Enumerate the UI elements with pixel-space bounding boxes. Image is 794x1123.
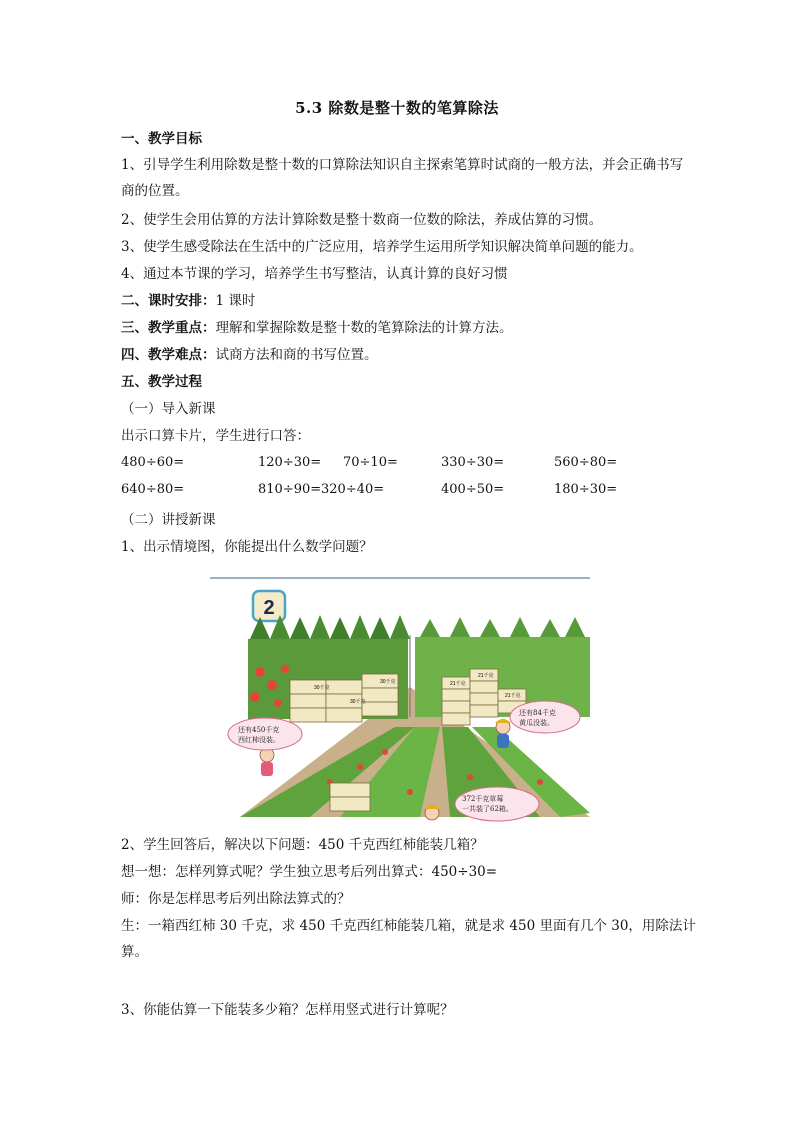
objective-4: 4、通过本节课的学习，培养学生书写整洁，认真计算的良好习惯: [121, 266, 508, 282]
oral-calc-item: 320÷40=: [321, 482, 385, 497]
speech-bubble-left: [228, 718, 302, 750]
scenario-illustration-svg: [210, 577, 590, 823]
think-prompt: 想一想：怎样列算式呢？学生独立思考后列出算式：450÷30=: [121, 864, 498, 880]
oral-calc-item: 640÷80=: [121, 482, 185, 497]
speech-bubble-bottom: [455, 787, 539, 821]
oral-calc-item: 120÷30=: [258, 455, 322, 470]
crate-label: 21千克: [478, 673, 494, 679]
key-point-line: [121, 318, 513, 338]
difficulty-line: [121, 345, 378, 365]
tomato-crates: [290, 674, 398, 722]
difficulty-label: 四、教学难点：: [121, 347, 216, 363]
crate-label: 21千克: [450, 681, 466, 687]
section-heading-process: 五、教学过程: [121, 374, 202, 390]
strawberry-crates: [330, 783, 370, 811]
boy-figure-bottom: [424, 805, 440, 820]
crate-label: 21千克: [505, 693, 521, 699]
badge-number: 2: [263, 597, 275, 619]
question-1: 1、出示情境图，你能提出什么数学问题？: [121, 539, 373, 555]
oral-calc-item: 480÷60=: [121, 455, 185, 470]
key-point-value: 理解和掌握除数是整十数的笔算除法的计算方法。: [215, 320, 513, 336]
scenario-illustration: [210, 577, 590, 823]
page-title: 5.3 除数是整十数的笔算除法: [295, 99, 499, 117]
crate-label: 30千克: [314, 685, 330, 691]
question-3: 3、你能估算一下能装多少箱？怎样用竖式进行计算呢？: [121, 1002, 454, 1018]
subsection-intro: （一）导入新课: [121, 401, 216, 417]
oral-calc-item: 330÷30=: [441, 455, 505, 470]
schedule-label: 二、课时安排：: [121, 293, 216, 309]
bubble-bottom-line2: 一共装了62箱。: [462, 805, 513, 813]
speech-bubble-right: [510, 701, 580, 733]
bubble-left-line1: 还有450千克: [238, 726, 280, 734]
crate-label: 30千克: [350, 699, 366, 705]
objective-3: 3、使学生感受除法在生活中的广泛应用，培养学生运用所学知识解决简单问题的能力。: [121, 239, 643, 255]
oral-calc-item: 400÷50=: [441, 482, 505, 497]
key-point-label: 三、教学重点：: [121, 320, 216, 336]
schedule-line: [121, 291, 255, 311]
question-2: 2、学生回答后，解决以下问题：450 千克西红柿能装几箱？: [121, 837, 484, 853]
subsection-new-lesson: （二）讲授新课: [121, 512, 216, 528]
crate-label: 30千克: [380, 679, 396, 685]
difficulty-value: 试商方法和商的书写位置。: [215, 347, 378, 363]
cards-intro: 出示口算卡片，学生进行口答：: [121, 428, 310, 444]
bubble-bottom-line1: 372千克草莓: [462, 795, 504, 803]
student-line: 生：一箱西红柿 30 千克，求 450 千克西红柿能装几箱，就是求 450 里面有几个 30，用除法计算。: [121, 918, 696, 960]
bubble-right-line2: 黄瓜没装。: [519, 719, 554, 727]
oral-calc-item: 70÷10=: [343, 455, 398, 470]
schedule-value: 1 课时: [215, 293, 256, 309]
bubble-left-line2: 西红柿没装。: [238, 736, 280, 744]
oral-calc-item: 810÷90=: [258, 482, 322, 497]
teacher-line: 师：你是怎样思考后列出除法算式的？: [121, 891, 351, 907]
oral-calc-item: 180÷30=: [554, 482, 618, 497]
objective-2: 2、使学生会用估算的方法计算除数是整十数商一位数的除法，养成估算的习惯。: [121, 212, 603, 228]
bubble-right-line1: 还有84千克: [519, 709, 556, 717]
oral-calc-item: 560÷80=: [554, 455, 618, 470]
objective-1: 1、引导学生利用除数是整十数的口算除法知识自主探索笔算时试商的一般方法，并会正确书写商的位置。: [121, 157, 684, 199]
section-heading-objectives: 一、教学目标: [121, 131, 202, 147]
girl-figure: [260, 748, 274, 776]
